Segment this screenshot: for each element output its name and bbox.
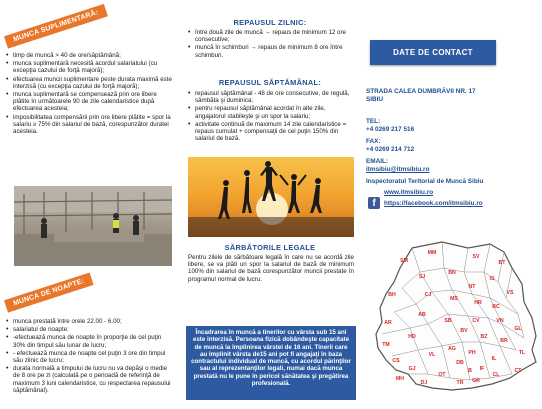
email-label: EMAIL: bbox=[366, 158, 389, 165]
daily-list bbox=[186, 29, 356, 60]
county-label: HD bbox=[408, 334, 416, 340]
heading-holidays: SĂRBĂTORILE LEGALE bbox=[224, 243, 316, 252]
night-list bbox=[4, 318, 174, 395]
address: STRADA CALEA DUMBRĂVII NR. 17 SIBIU bbox=[366, 88, 476, 103]
daily-list-item: • muncă în schimburi → repaus de minimum 8 ore între schimburi. bbox=[186, 44, 356, 58]
heading-daily: REPAUSUL ZILNIC: bbox=[233, 18, 307, 27]
night-list-item: • durata normală a timpului de lucru nu va depăşi o medie de 8 ore pe zi (calculată pe o perioadă de referinţă de maximum 3 luni calendaristice, cu respectarea repausului săptămânal). bbox=[4, 365, 174, 394]
county-label: SM bbox=[400, 258, 408, 264]
overtime-list-item: • timp de muncă > 40 de ore/săptămână; bbox=[4, 52, 174, 59]
middle-panel bbox=[180, 0, 360, 407]
overtime-list bbox=[4, 52, 174, 136]
county-label: AR bbox=[384, 320, 392, 326]
weekly-list-item: • pentru repausul săptămânal acordat în alte zile, angajatorul stabileşte şi un spor la salariu; bbox=[186, 105, 356, 119]
weekly-list-item: • repausul săptămânal - 48 de ore consecutive, de regulă, sâmbăta şi duminica; bbox=[186, 90, 356, 104]
county-label: OT bbox=[438, 372, 446, 378]
county-label: IF bbox=[479, 366, 485, 372]
facebook-link[interactable]: https://facebook.com/itmsibiu.ro bbox=[384, 200, 483, 207]
county-label: BV bbox=[460, 328, 468, 334]
facebook-icon[interactable]: f bbox=[368, 197, 380, 209]
county-label: GJ bbox=[408, 366, 416, 372]
county-label: BT bbox=[498, 260, 506, 266]
county-label: MH bbox=[395, 376, 405, 382]
banner-overtime: MUNCA SUPLIMENTARĂ: bbox=[4, 4, 108, 49]
construction-photo bbox=[14, 186, 172, 266]
county-label: GL bbox=[514, 326, 522, 332]
county-label: GR bbox=[472, 378, 480, 384]
county-label: BN bbox=[448, 270, 456, 276]
county-label: BC bbox=[492, 304, 500, 310]
county-label: IL bbox=[491, 356, 497, 362]
fax-value: +4 0269 214 712 bbox=[366, 146, 415, 153]
county-label: CJ bbox=[424, 292, 432, 298]
overtime-list-item: • munca suplimentară se compensează prin ore libere plătite în următoarele 90 de zile calendaristice după efectuarea acesteia; bbox=[4, 91, 174, 113]
night-list-item: • -efectuează munca de noapte în proporţie de cel puţin 30% din timpul său lunar de lucru; bbox=[4, 334, 174, 348]
county-label: DJ bbox=[420, 380, 428, 386]
romania-map bbox=[372, 238, 540, 404]
county-label: SB bbox=[444, 318, 452, 324]
county-label: VN bbox=[496, 318, 504, 324]
youth-info-box: Încadrarea în muncă a tinerilor cu vârsta sub 15 ani este interzisă. Persoana fizică dobândeşte capacitate de muncă la împlinirea vârstei de 16 ani. Tinerii care au împlinit vârsta de15 ani pot fi angajaţi în baza contractului individual de muncă, cu acordul părinţilor sau al reprezentanţilor legali, numai dacă munca prestată nu le pune în pericol sănătatea şi pregătirea profesională. bbox=[186, 326, 356, 400]
county-label: BZ bbox=[480, 334, 488, 340]
banner-night: MUNCA DE NOAPTE: bbox=[4, 272, 94, 312]
weekly-list bbox=[186, 90, 356, 143]
county-label: IS bbox=[489, 276, 495, 282]
county-label: MS bbox=[450, 296, 458, 302]
county-label: AB bbox=[418, 312, 426, 318]
county-label: CT bbox=[514, 368, 522, 374]
sunset-photo bbox=[188, 157, 354, 237]
contact-title: DATE DE CONTACT bbox=[370, 40, 496, 65]
website-link[interactable]: www.itmsibiu.ro bbox=[384, 189, 434, 196]
overtime-list-item: • efectuarea muncii suplimentare peste durata maximă este interzisă (cu excepţia cazului de forţă majoră); bbox=[4, 76, 174, 90]
tel-label: TEL: bbox=[366, 118, 381, 125]
county-label: CS bbox=[392, 358, 400, 364]
county-label: CL bbox=[492, 372, 500, 378]
county-label: TM bbox=[382, 342, 390, 348]
county-label: NT bbox=[468, 284, 476, 290]
county-label: TL bbox=[518, 350, 526, 356]
county-label: B bbox=[468, 368, 472, 374]
county-label: PH bbox=[468, 350, 476, 356]
night-list-item: • salariatul de noapte: bbox=[4, 326, 174, 333]
county-label: AG bbox=[448, 346, 456, 352]
county-label: VL bbox=[428, 352, 436, 358]
county-label: SV bbox=[472, 254, 480, 260]
county-label: CV bbox=[472, 318, 480, 324]
daily-list-item: • între două zile de muncă → repaus de minimum 12 ore consecutive; bbox=[186, 29, 356, 43]
heading-weekly: REPAUSUL SĂPTĂMÂNAL: bbox=[218, 78, 322, 87]
county-label: DB bbox=[456, 360, 464, 366]
county-label: HR bbox=[474, 300, 482, 306]
county-label: TR bbox=[456, 380, 464, 386]
overtime-list-item: • imposibilitatea compensării prin ore libere plătite = spor la salariu ≥ 75% din salariul de bază, corespunzător duratei acesteia. bbox=[4, 114, 174, 136]
county-label: BH bbox=[388, 292, 396, 298]
fax-label: FAX: bbox=[366, 138, 381, 145]
holidays-text: Pentru zilele de sărbătoare legală în care nu se acordă zile libere, se va plăti un spor la salariul de bază de minimum 100% din salariul de bază corespunzător muncii prestate în programul normal de lucru. bbox=[188, 254, 354, 283]
county-label: VS bbox=[506, 290, 514, 296]
night-list-item: • - efectuează munca de noapte cel puţin 3 ore din timpul său zilnic de lucru; bbox=[4, 350, 174, 364]
email-link[interactable]: itmsibiu@itmsibiu.ro bbox=[366, 166, 430, 173]
county-label: BR bbox=[500, 338, 508, 344]
overtime-list-item: • munca suplimentară necesită acordul salariatului (cu excepţia cazului de forţă majoră); bbox=[4, 60, 174, 74]
tel-value[interactable]: +4 0269 217 516 bbox=[366, 126, 415, 133]
org-name: Inspectoratul Teritorial de Muncă Sibiu bbox=[366, 178, 484, 185]
county-label: MM bbox=[427, 250, 437, 256]
night-list-item: • munca prestată între orele 22.00 - 6.00; bbox=[4, 318, 174, 325]
weekly-list-item: • activitate continuă de maximum 14 zile calendaristice = repaus cumulat + compensaţii de cel puţin 150% din salariul de bază. bbox=[186, 121, 356, 143]
county-label: SJ bbox=[418, 274, 426, 280]
left-panel bbox=[0, 0, 178, 407]
